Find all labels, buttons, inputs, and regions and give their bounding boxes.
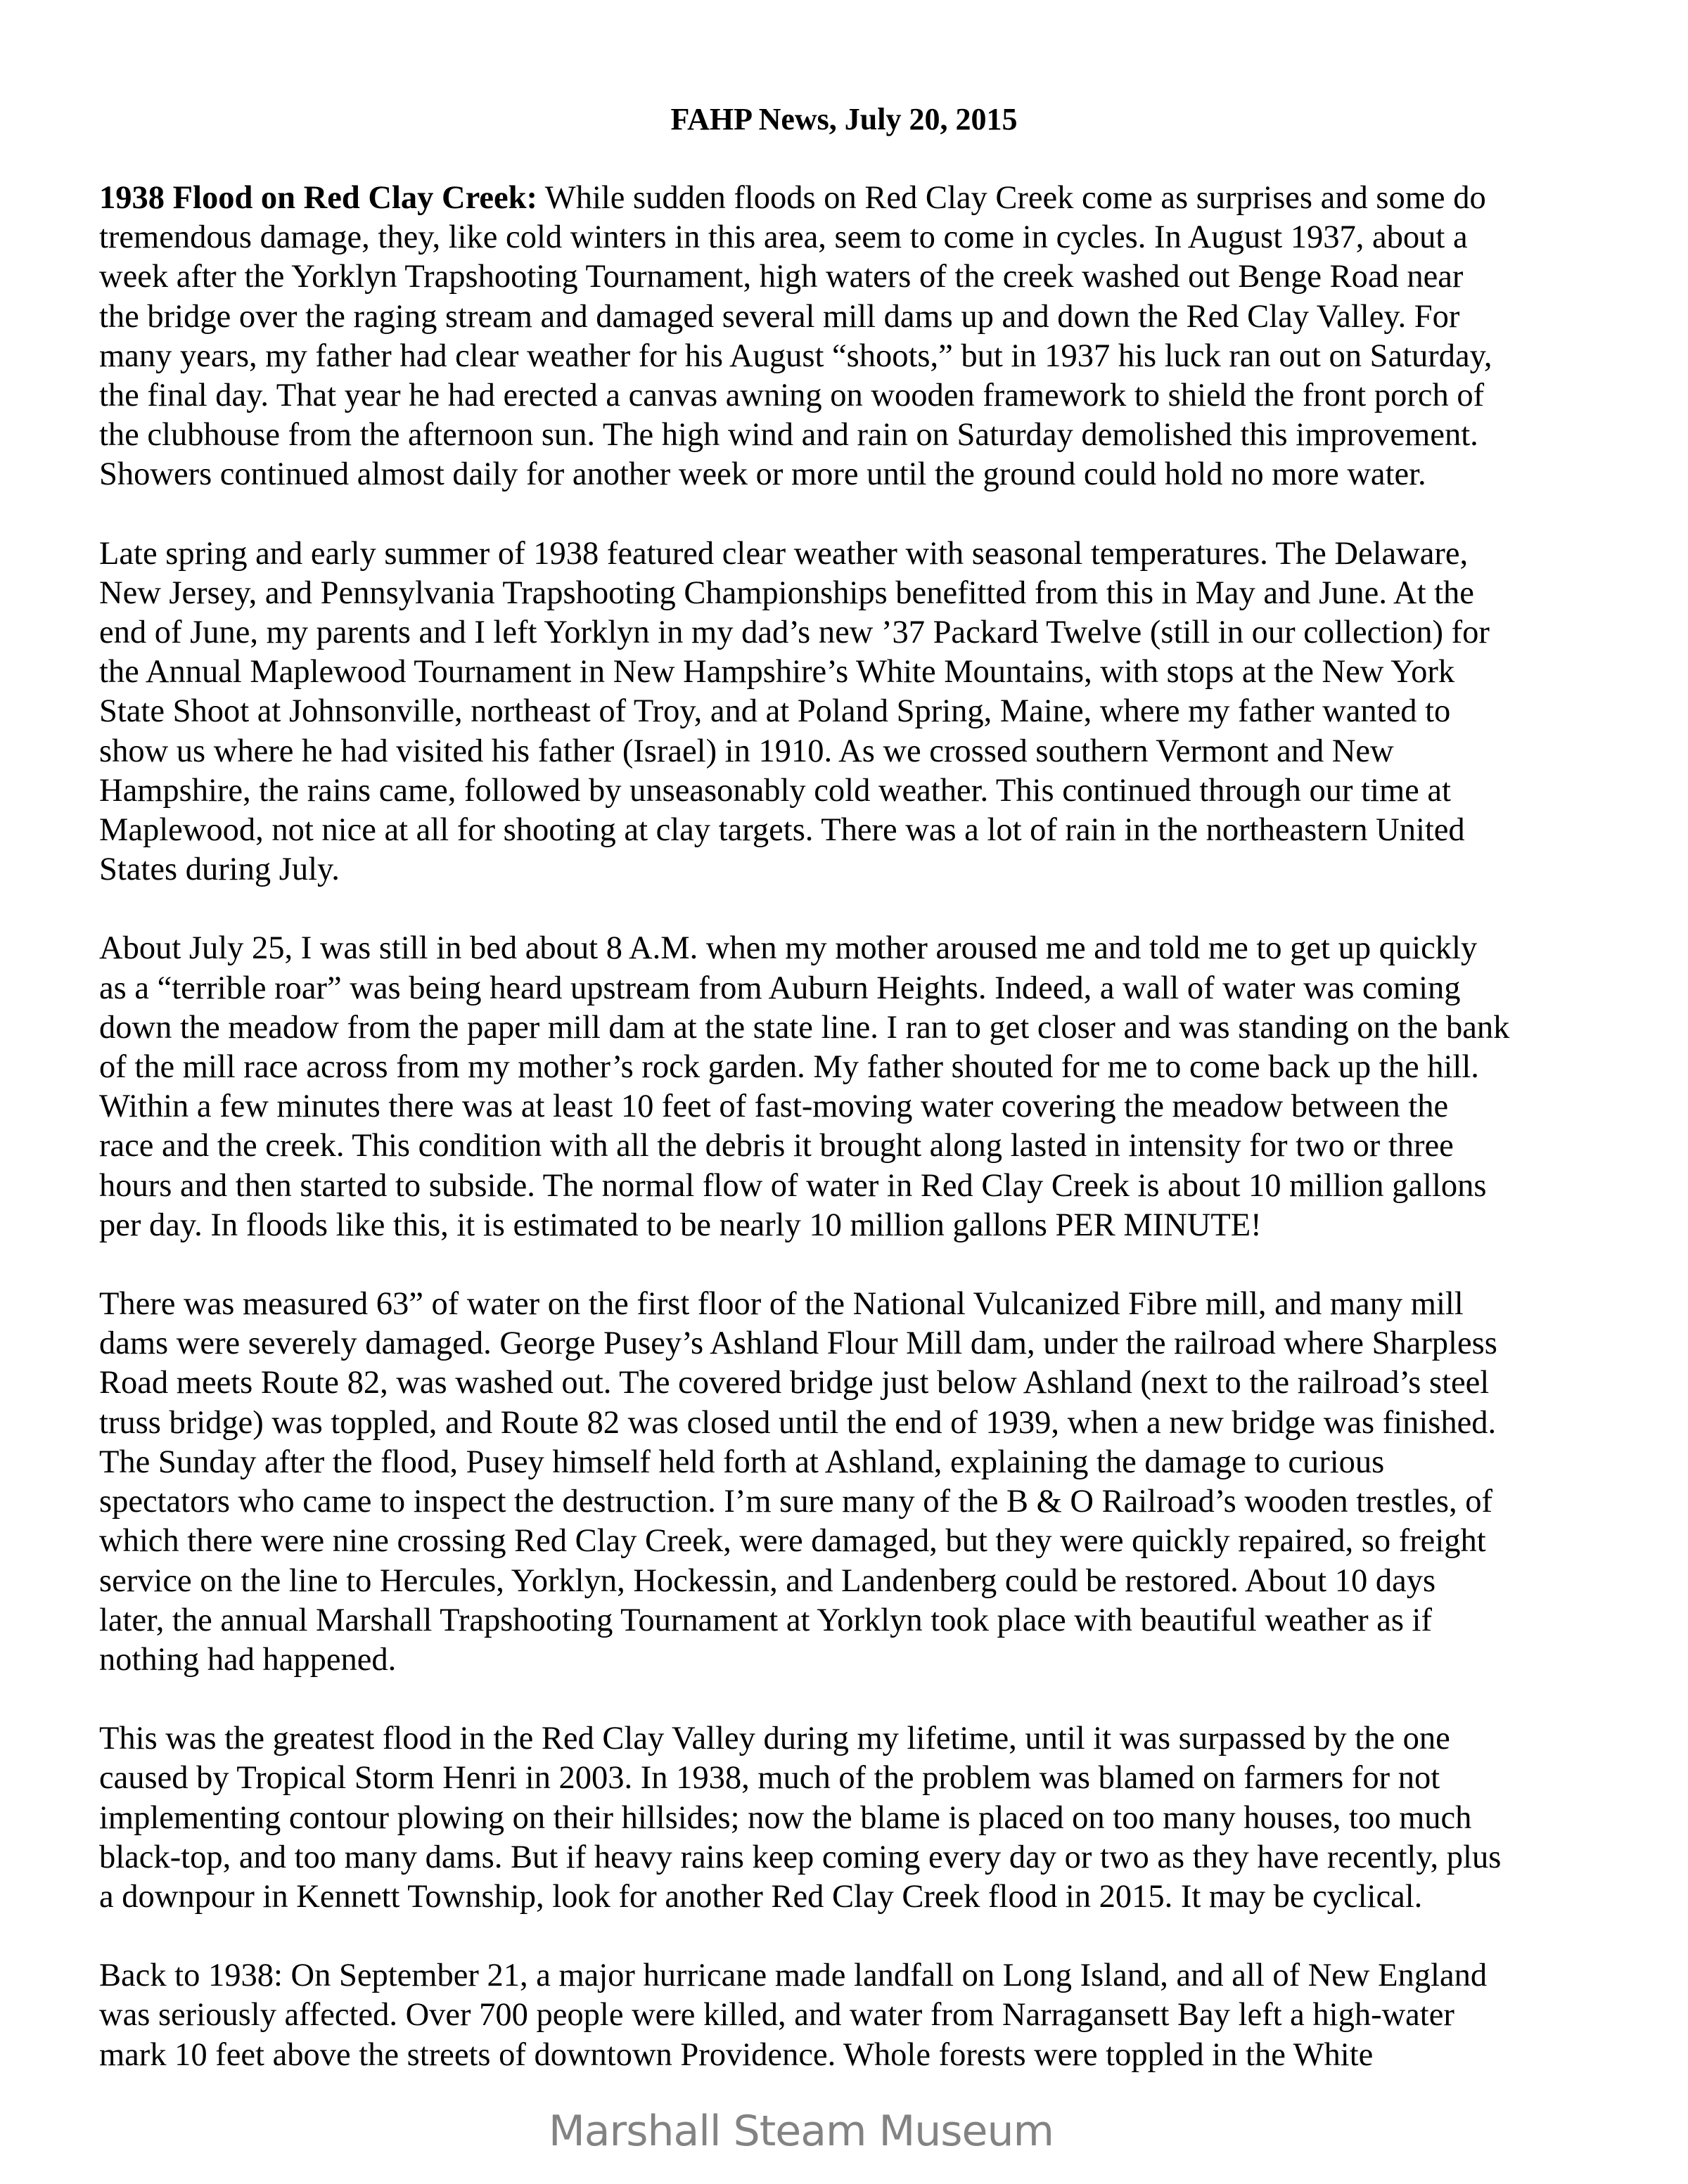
line-text: Maplewood, not nice at all for shooting at clay targets. There was a lot of rain in the northeastern United [99, 812, 1465, 849]
text-line [99, 1996, 1604, 2035]
line-text: dams were severely damaged. George Pusey’s Ashland Flour Mill dam, under the railroad where Sharpless [99, 1325, 1497, 1362]
text-line [99, 1719, 1604, 1759]
paragraph [99, 929, 1604, 1245]
text-line [99, 2036, 1604, 2075]
article-body [99, 179, 1604, 2114]
text-line [99, 1838, 1604, 1877]
text-line [99, 771, 1604, 811]
text-line [99, 1048, 1604, 1087]
line-text: the final day. That year he had erected a canvas awning on wooden framework to shield the front porch of [99, 378, 1485, 414]
line-text: caused by Tropical Storm Henri in 2003. In 1938, much of the problem was blamed on farmers for not [99, 1760, 1440, 1797]
text-line [99, 574, 1604, 613]
text-line [99, 1363, 1604, 1403]
text-line [99, 1324, 1604, 1363]
text-line [99, 929, 1604, 968]
text-line [99, 455, 1604, 494]
line-text: spectators who came to inspect the destruction. I’m sure many of the B & O Railroad’s wooden trestles, of [99, 1484, 1492, 1520]
line-text: mark 10 feet above the streets of downtown Providence. Whole forests were toppled in the White [99, 2036, 1374, 2073]
line-text: down the meadow from the paper mill dam at the state line. I ran to get closer and was standing on the bank [99, 1009, 1510, 1046]
line-text: the Annual Maplewood Tournament in New Hampshire’s White Mountains, with stops at the New York [99, 654, 1455, 690]
line-text: While sudden floods on Red Clay Creek come as surprises and some do [537, 180, 1486, 216]
text-line [99, 1956, 1604, 1996]
text-line [99, 1877, 1604, 1917]
line-text: a downpour in Kennett Township, look for another Red Clay Creek flood in 2015. It may be cyclical. [99, 1878, 1423, 1915]
line-text: Within a few minutes there was at least 10 feet of fast-moving water covering the meadow between the [99, 1088, 1449, 1125]
line-text: States during July. [99, 852, 340, 888]
text-line [99, 1799, 1604, 1838]
line-text: Back to 1938: On September 21, a major hurricane made landfall on Long Island, and all of New England [99, 1958, 1488, 1994]
line-text: as a “terrible roar” was being heard upstream from Auburn Heights. Indeed, a wall of water was coming [99, 970, 1461, 1006]
paragraph [99, 1719, 1604, 1917]
text-line [99, 1403, 1604, 1443]
text-line [99, 1562, 1604, 1601]
text-line [99, 1443, 1604, 1482]
line-text: truss bridge) was toppled, and Route 82 was closed until the end of 1939, when a new bridge was finished. [99, 1404, 1497, 1441]
line-text: many years, my father had clear weather for his August “shoots,” but in 1937 his luck ran out on Saturday, [99, 338, 1492, 374]
paragraph [99, 1956, 1604, 2075]
paragraph [99, 534, 1604, 890]
line-text: end of June, my parents and I left Yorklyn in my dad’s new ’37 Packard Twelve (still in our collection) for [99, 615, 1490, 651]
line-text: race and the creek. This condition with all the debris it brought along lasted in intensity for two or three [99, 1128, 1454, 1164]
line-text: Road meets Route 82, was washed out. The covered bridge just below Ashland (next to the railroad’s steel [99, 1365, 1490, 1401]
text-line [99, 179, 1604, 218]
line-text: was seriously affected. Over 700 people were killed, and water from Narragansett Bay left a high-water [99, 1997, 1454, 2034]
text-line [99, 1008, 1604, 1048]
line-text: the bridge over the raging stream and damaged several mill dams up and down the Red Clay Valley. For [99, 298, 1460, 335]
line-text: The Sunday after the flood, Pusey himself held forth at Ashland, explaining the damage to curious [99, 1444, 1385, 1480]
text-line [99, 1522, 1604, 1561]
line-text: black-top, and too many dams. But if heavy rains keep coming every day or two as they have recently, plus [99, 1839, 1502, 1875]
text-line [99, 732, 1604, 771]
text-line [99, 1640, 1604, 1680]
line-text: per day. In floods like this, it is estimated to be nearly 10 million gallons PER MINUTE! [99, 1207, 1262, 1243]
text-line [99, 534, 1604, 574]
line-text: of the mill race across from my mother’s rock garden. My father shouted for me to come back up the hill. [99, 1049, 1479, 1086]
text-line [99, 257, 1604, 297]
line-text: About July 25, I was still in bed about 8 A.M. when my mother aroused me and told me to get up quickly [99, 930, 1478, 967]
watermark: Marshall Steam Museum [549, 2107, 1054, 2156]
line-text: There was measured 63” of water on the first floor of the National Vulcanized Fibre mill, and many mill [99, 1286, 1464, 1323]
text-line [99, 1167, 1604, 1206]
line-text: hours and then started to subside. The normal flow of water in Red Clay Creek is about 10 million gallons [99, 1167, 1487, 1204]
text-line [99, 969, 1604, 1008]
text-line [99, 337, 1604, 376]
paragraph [99, 179, 1604, 495]
text-line [99, 1126, 1604, 1166]
line-text: week after the Yorklyn Trapshooting Tournament, high waters of the creek washed out Benge Road near [99, 259, 1464, 295]
line-text: New Jersey, and Pennsylvania Trapshooting Championships benefitted from this in May and June. At the [99, 574, 1474, 611]
text-line [99, 376, 1604, 416]
text-line [99, 1482, 1604, 1522]
text-line [99, 811, 1604, 850]
line-text: which there were nine crossing Red Clay Creek, were damaged, but they were quickly repaired, so freight [99, 1523, 1486, 1560]
text-line [99, 1206, 1604, 1245]
line-text: nothing had happened. [99, 1641, 397, 1678]
line-text: implementing contour plowing on their hillsides; now the blame is placed on too many houses, too much [99, 1799, 1472, 1836]
line-text: show us where he had visited his father (Israel) in 1910. As we crossed southern Vermont and New [99, 733, 1394, 769]
line-text: This was the greatest flood in the Red Clay Valley during my lifetime, until it was surpassed by the one [99, 1721, 1450, 1757]
line-text: Hampshire, the rains came, followed by unseasonably cold weather. This continued through our time at [99, 772, 1451, 809]
line-text: the clubhouse from the afternoon sun. The high wind and rain on Saturday demolished this improvement. [99, 417, 1478, 454]
text-line [99, 850, 1604, 889]
text-line [99, 297, 1604, 337]
line-text: tremendous damage, they, like cold winters in this area, seem to come in cycles. In August 1937, about a [99, 219, 1468, 256]
paragraph [99, 1285, 1604, 1680]
text-line [99, 613, 1604, 653]
page-title: FAHP News, July 20, 2015 [670, 102, 1018, 136]
text-line [99, 692, 1604, 731]
line-text: Showers continued almost daily for another week or more until the ground could hold no more water. [99, 456, 1426, 493]
text-line [99, 218, 1604, 257]
text-line [99, 416, 1604, 455]
section-heading: 1938 Flood on Red Clay Creek: [99, 180, 538, 216]
text-line [99, 1601, 1604, 1640]
text-line [99, 653, 1604, 692]
line-text: later, the annual Marshall Trapshooting Tournament at Yorklyn took place with beautiful weather as if [99, 1602, 1432, 1638]
line-text: service on the line to Hercules, Yorklyn, Hockessin, and Landenberg could be restored. About 10 days [99, 1562, 1436, 1599]
line-text: Late spring and early summer of 1938 featured clear weather with seasonal temperatures. The Delaware, [99, 535, 1469, 572]
text-line [99, 1759, 1604, 1798]
line-text: State Shoot at Johnsonville, northeast of Troy, and at Poland Spring, Maine, where my father wanted to [99, 693, 1451, 730]
text-line [99, 1087, 1604, 1126]
text-line [99, 1285, 1604, 1324]
